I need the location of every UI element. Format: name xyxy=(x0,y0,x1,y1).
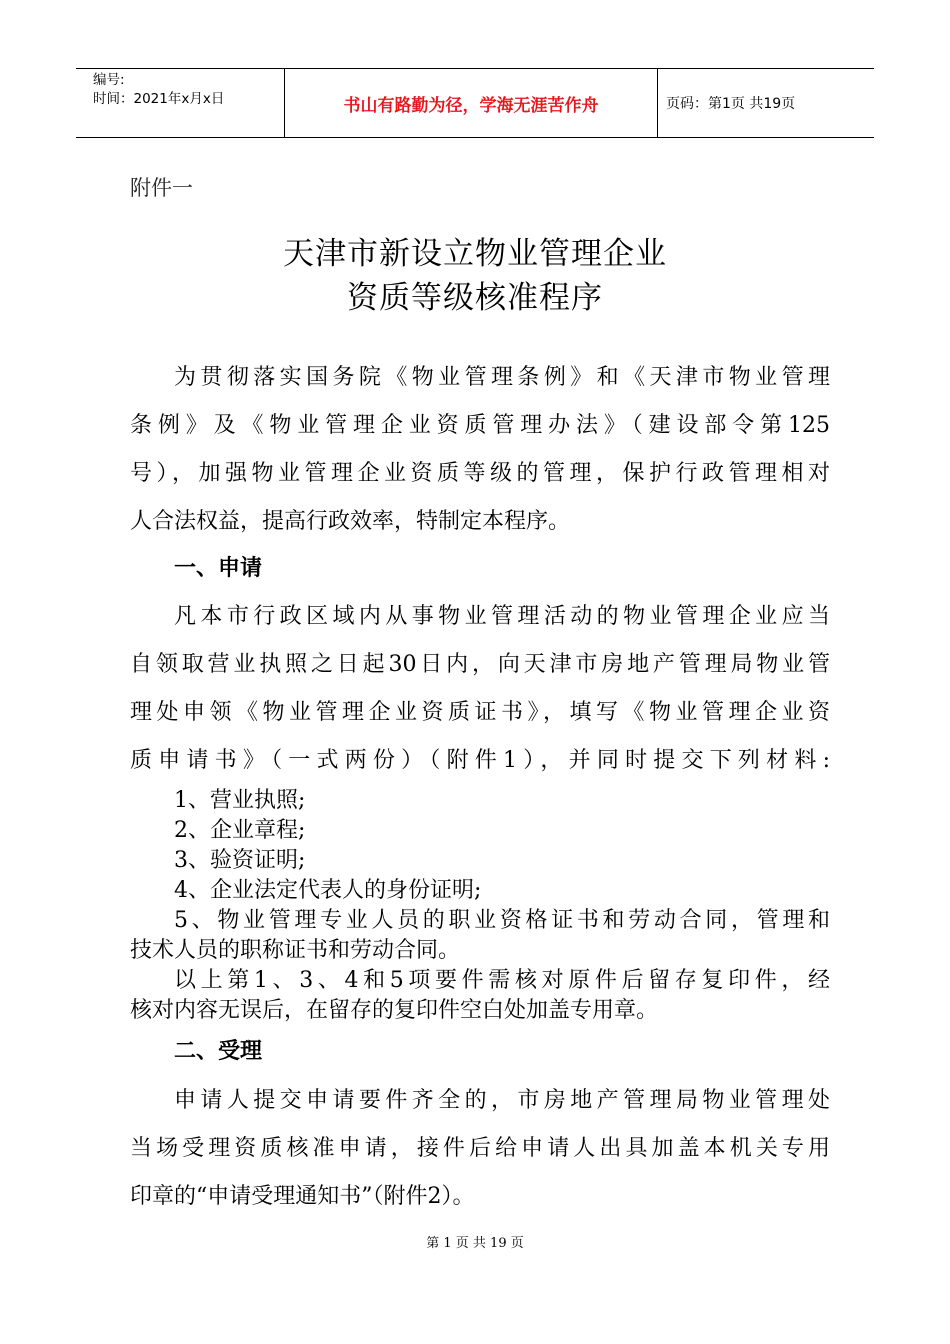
header-slogan: 书山有路勤为径，学海无涯苦作舟 xyxy=(285,69,658,137)
intro-line: 条例》及《物业管理企业资质管理办法》（建设部令第125 xyxy=(130,413,830,438)
page-header xyxy=(76,68,874,138)
section2-line: 印章的“申请受理通知书”（附件2）。 xyxy=(130,1184,475,1209)
header-page-info: 页码：第1页 共19页 xyxy=(666,96,796,112)
intro-line: 号），加强物业管理企业资质等级的管理，保护行政管理相对 xyxy=(130,461,830,486)
list-item: 5、物业管理专业人员的职业资格证书和劳动合同，管理和 xyxy=(174,908,830,933)
section-heading-apply: 一、申请 xyxy=(174,556,263,581)
section1-line: 凡本市行政区域内从事物业管理活动的物业管理企业应当 xyxy=(174,604,830,629)
section1-line: 理处申领《物业管理企业资质证书》，填写《物业管理企业资 xyxy=(130,700,830,725)
list-item: 3、验资证明; xyxy=(174,848,306,873)
list-item: 技术人员的职称证书和劳动合同。 xyxy=(130,938,461,963)
section1-line: 质申请书》（一式两份）（附件1），并同时提交下列材料: xyxy=(130,748,830,773)
list-item: 2、企业章程; xyxy=(174,818,306,843)
section-heading-accept: 二、受理 xyxy=(174,1039,263,1064)
document-title-line2: 资质等级核准程序 xyxy=(347,280,603,316)
attachment-label: 附件一 xyxy=(130,176,193,200)
section2-line: 当场受理资质核准申请，接件后给申请人出具加盖本机关专用 xyxy=(130,1136,830,1161)
note-line: 核对内容无误后，在留存的复印件空白处加盖专用章。 xyxy=(130,998,659,1023)
time-label: 时间：2021年x月x日 xyxy=(93,91,225,107)
section1-line: 自领取营业执照之日起30日内，向天津市房地产管理局物业管 xyxy=(130,652,830,677)
note-line: 以上第1、3、4和5项要件需核对原件后留存复印件，经 xyxy=(174,968,830,993)
intro-line: 为贯彻落实国务院《物业管理条例》和《天津市物业管理 xyxy=(174,365,830,390)
intro-line: 人合法权益，提高行政效率，特制定本程序。 xyxy=(130,509,571,534)
list-item: 4、企业法定代表人的身份证明; xyxy=(174,878,482,903)
section2-line: 申请人提交申请要件齐全的，市房地产管理局物业管理处 xyxy=(174,1088,830,1113)
document-title-line1: 天津市新设立物业管理企业 xyxy=(283,236,667,272)
list-item: 1、营业执照; xyxy=(174,788,306,813)
number-label: 编号: xyxy=(93,72,125,88)
page-footer: 第 1 页 共 19 页 xyxy=(426,1236,524,1251)
header-meta xyxy=(76,69,285,137)
